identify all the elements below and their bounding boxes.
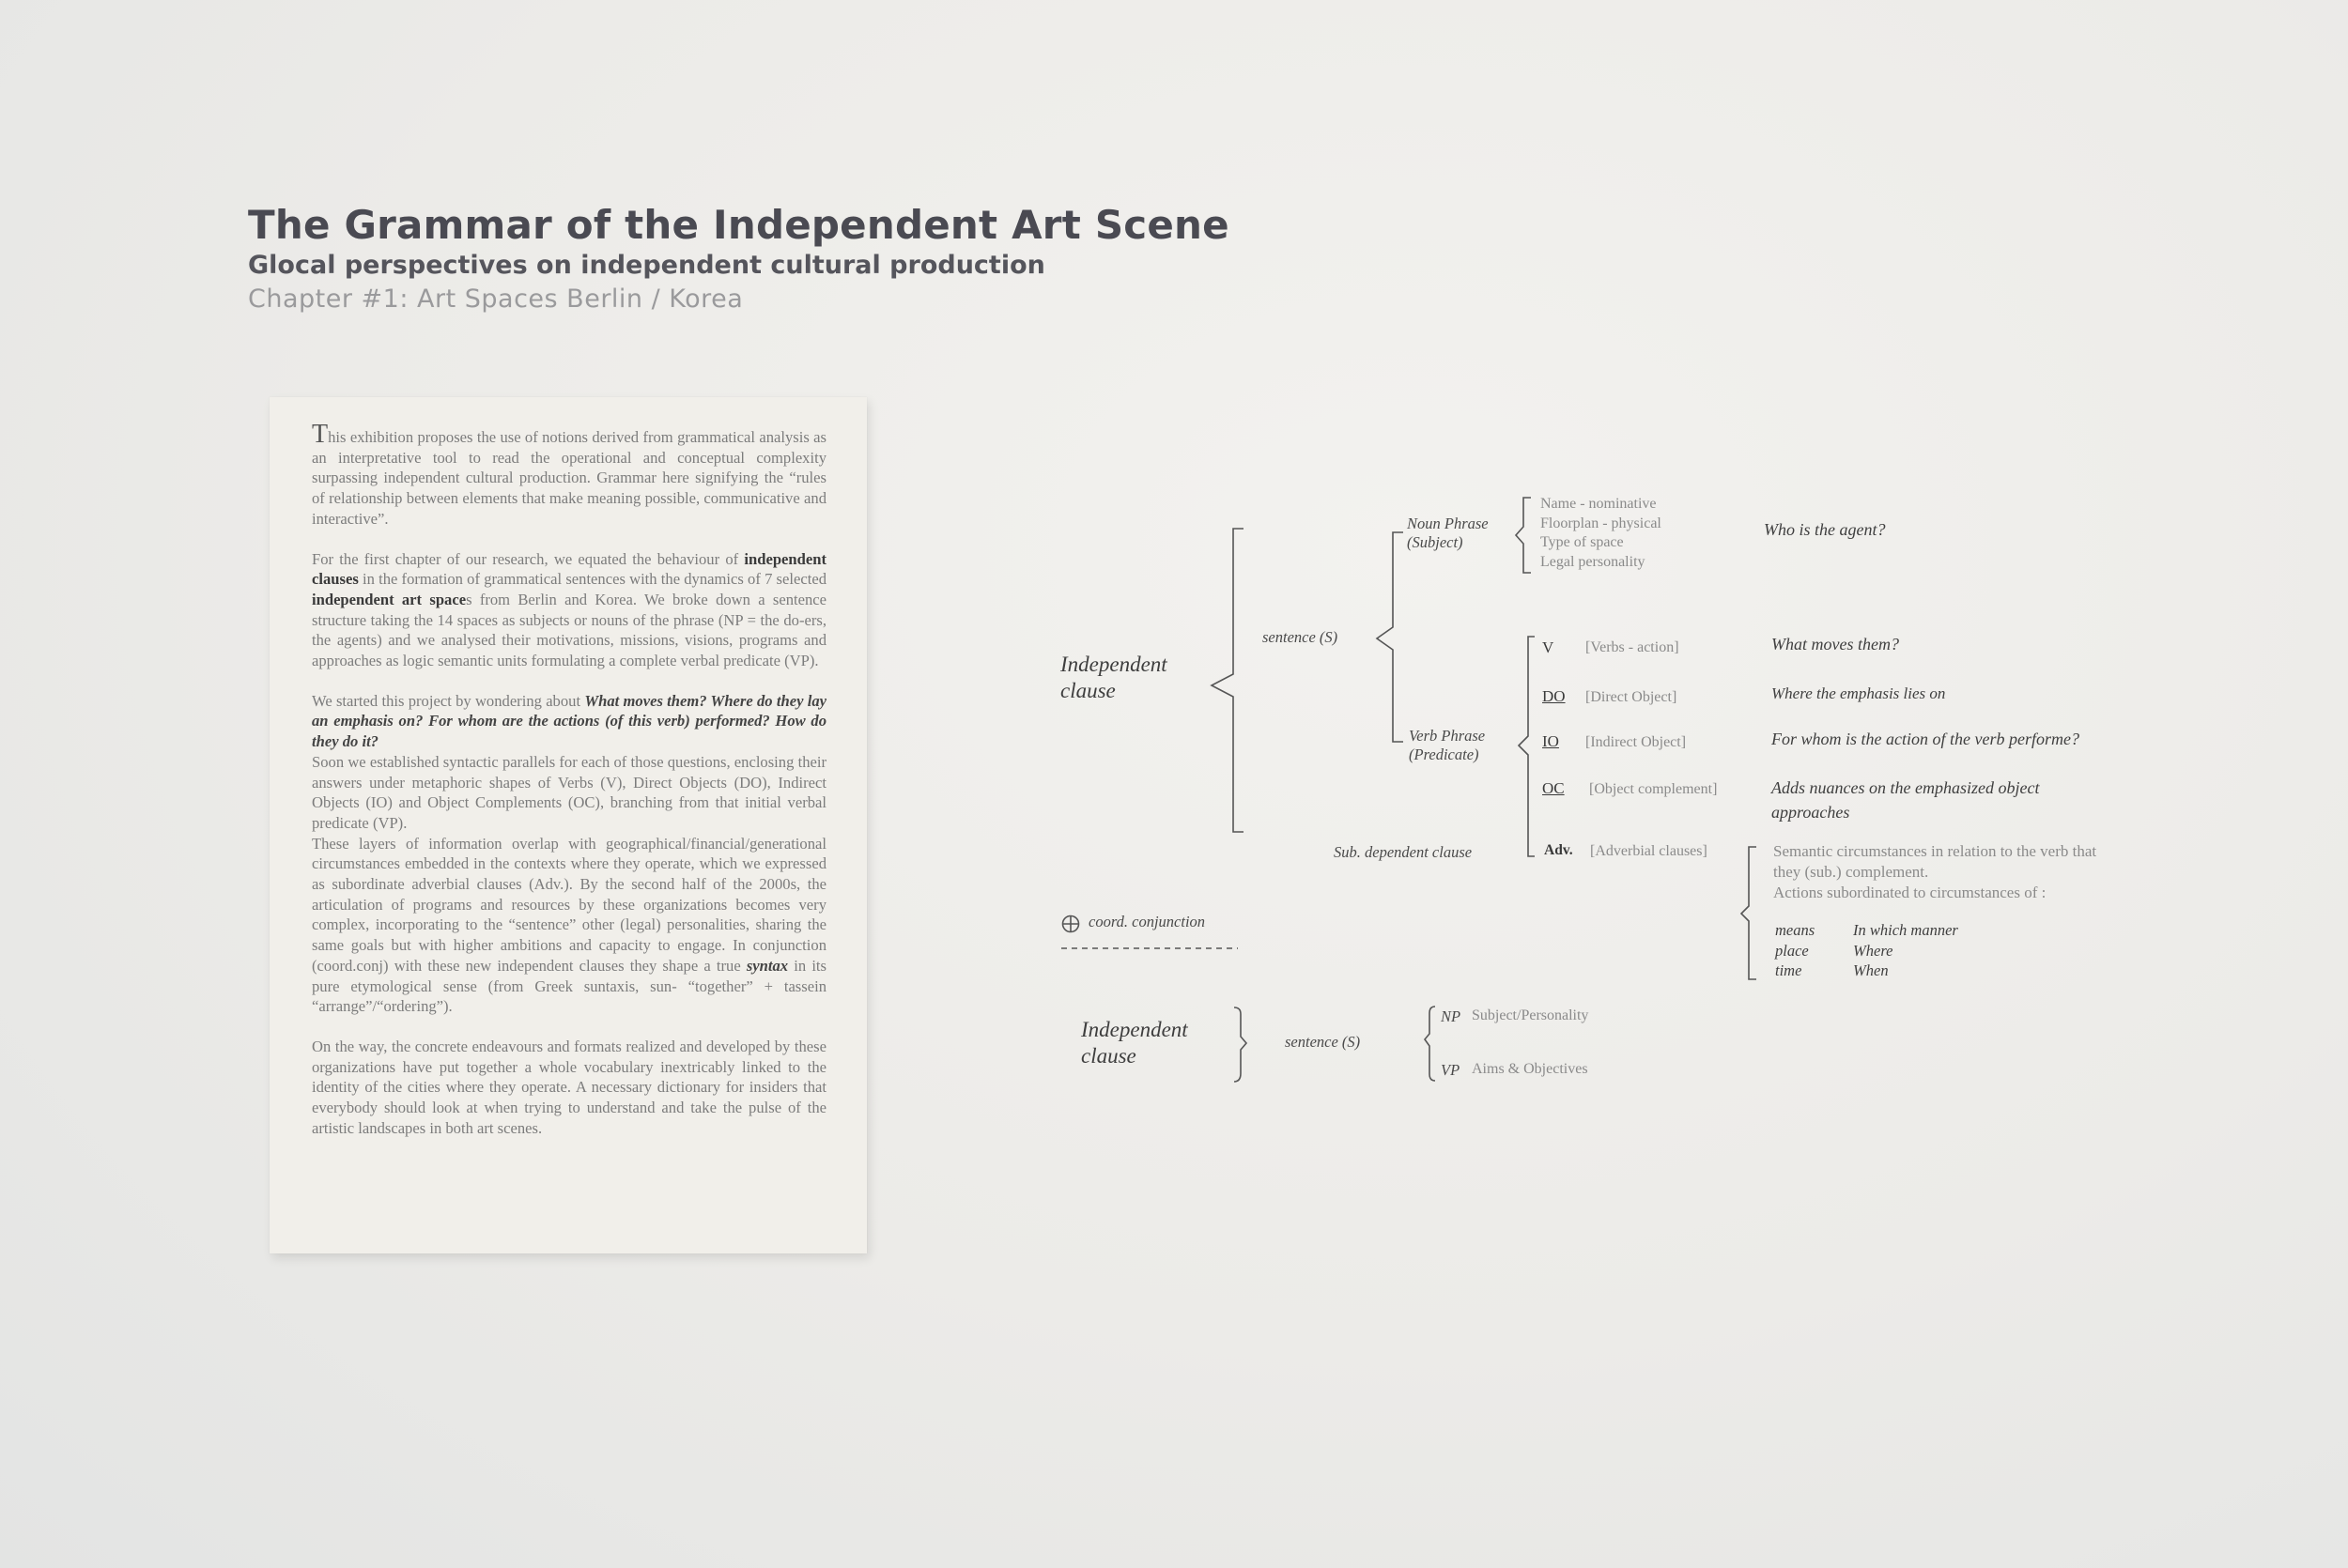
p2-text-a: For the first chapter of our research, we equated the behaviour of (312, 549, 745, 568)
np-item: Name - nominative (1540, 496, 1657, 512)
intro-paragraph-3b: Soon we established syntactic parallels for each of those questions, enclosing their answers under metaphoric shapes of Verbs (V), Direct Objects (DO), Indirect Objects (IO) and Object Complements (OC), branching from that initial verbal predicate (VP). (312, 752, 826, 832)
brace-noun-phrase (1516, 498, 1531, 573)
p2-bold-independent-art-space: independent art space (312, 590, 467, 608)
circumstance-row (1775, 961, 1958, 981)
vp-desc-io: [Indirect Object] (1585, 734, 1687, 750)
sentence-2-label: sentence (S) (1285, 1033, 1361, 1051)
circumstance-key: time (1775, 961, 1802, 979)
vp-abbr-oc: OC (1542, 779, 1565, 797)
exhibition-title: The Grammar of the Independent Art Scene (248, 202, 1229, 248)
vp-abbr-v: V (1542, 638, 1554, 656)
question-what-moves: What moves them? (1771, 635, 1899, 653)
intro-paragraph-4: On the way, the concrete endeavours and formats realized and developed by these organizations have put together a whole vocabulary inextricably linked to the identity of the cities where they operate. A necessary dictionary for insiders that everybody should look at when trying to understand and take the pulse of the artistic landscapes in both art scenes. (312, 1037, 826, 1137)
sub-dependent-clause-label: Sub. dependent clause (1334, 843, 1473, 861)
verb-phrase-line2: (Predicate) (1409, 746, 1479, 763)
semantic-note (1773, 841, 2096, 903)
brace-independent-clause-2 (1234, 1007, 1246, 1082)
exhibition-subtitle: Glocal perspectives on independent cultural production (248, 251, 1045, 280)
sentence-1-label: sentence (S) (1262, 628, 1338, 646)
circumstance-value: In which manner (1853, 921, 1958, 939)
brace-independent-clause-1 (1212, 529, 1244, 832)
question-for-whom: For whom is the action of the verb performe? (1771, 730, 2079, 748)
p3-questions: What moves them? Where do they lay an emphasis on? For whom are the actions (of this verb) performed? How do they do it? (312, 691, 826, 751)
p2-bold-independent-clauses: independent clauses (312, 549, 826, 589)
brace-verb-phrase (1519, 637, 1535, 856)
noun-phrase-items (1540, 495, 1661, 572)
circumstances-list (1775, 920, 1958, 981)
brace-sentence-1 (1377, 532, 1403, 742)
chapter-label: Chapter #1: Art Spaces Berlin / Korea (248, 284, 744, 314)
drop-cap: T (312, 420, 329, 449)
vp-desc-adv: [Adverbial clauses] (1590, 843, 1707, 859)
circumstance-key: place (1775, 941, 1809, 960)
np-item: Type of space (1540, 534, 1624, 550)
verb-phrase-line1: Verb Phrase (1409, 727, 1486, 745)
circumstance-value: Where (1853, 941, 1893, 960)
noun-phrase-line2: (Subject) (1407, 533, 1463, 551)
np2-desc: Subject/Personality (1472, 1007, 1589, 1023)
circumstance-row (1775, 941, 1958, 961)
vp-desc-v: [Verbs - action] (1585, 639, 1679, 655)
circumstance-row (1775, 920, 1958, 941)
brace-np-vp (1425, 1007, 1435, 1081)
np-item: Legal personality (1540, 553, 1645, 570)
semantic-line: Semantic circumstances in relation to the verb that (1773, 842, 2097, 860)
noun-phrase-line1: Noun Phrase (1407, 515, 1489, 532)
independent-clause-1-line2: clause (1060, 679, 1116, 702)
semantic-line: Actions subordinated to circumstances of : (1773, 884, 2047, 901)
independent-clause-1-line1: Independent (1060, 653, 1167, 676)
independent-clause-2-line2: clause (1081, 1044, 1136, 1068)
vp2-abbr: VP (1441, 1061, 1460, 1079)
semantic-line: they (sub.) complement. (1773, 863, 1929, 881)
vp-desc-do: [Direct Object] (1585, 689, 1677, 705)
brace-semantic (1741, 847, 1756, 979)
vp-abbr-do: DO (1542, 687, 1566, 705)
question-nuances (1771, 776, 2039, 824)
verb-phrase-label (1409, 727, 1485, 764)
np-item: Floorplan - physical (1540, 515, 1661, 531)
question-agent: Who is the agent? (1764, 520, 1886, 539)
p2-text-d: s from Berlin and Korea. We broke down a sentence structure taking the 14 spaces as subjects or nouns of the phrase (NP = the do-ers, the agents) and we analysed their motivations, missions, visions, programs and approaches as logic semantic units formulating a complete verbal predicate (VP). (312, 590, 826, 670)
independent-clause-1 (1060, 652, 1167, 704)
vp-abbr-io: IO (1542, 732, 1559, 750)
vp2-desc: Aims & Objectives (1472, 1061, 1588, 1077)
vp-desc-oc: [Object complement] (1589, 781, 1718, 797)
noun-phrase-label (1407, 515, 1489, 552)
coord-conjunction-label: coord. conjunction (1089, 913, 1206, 930)
independent-clause-2 (1081, 1017, 1188, 1069)
p2-text-c: in the formation of grammatical sentences with the dynamics of 7 selected (358, 570, 826, 589)
independent-clause-2-line1: Independent (1081, 1018, 1188, 1041)
question-nuances-line1: Adds nuances on the emphasized object (1771, 778, 2040, 797)
circumstance-key: means (1775, 921, 1815, 939)
question-emphasis: Where the emphasis lies on (1771, 684, 1946, 702)
np2-abbr: NP (1441, 1007, 1461, 1025)
vp-abbr-adv: Adv. (1544, 842, 1573, 858)
p3-text-a: We started this project by wondering about (312, 691, 585, 710)
circumstance-value: When (1853, 961, 1889, 979)
p3-syntax: syntax (746, 956, 789, 975)
question-nuances-line2: approaches (1771, 803, 1850, 822)
p3-text-c: These layers of information overlap with geographical/financial/generational circumstances embedded in the contexts where they operate, which we expressed as subordinate adverbial clauses (Adv.). By the second half of the 2000s, the articulation of programs and resources by these organizations becomes very complex, incorporating to the “sentence” other (legal) personalities, sharing the same goals but with higher ambitions and capacity to engage. In conjunction (coord.conj) with these new independent clauses they shape a true (312, 834, 826, 975)
paragraph-1-text: his exhibition proposes the use of notions derived from grammatical analysis as an interpretative tool to read the operational and conceptual complexity surpassing independent cultural production. Grammar here signifying the “rules of relationship between elements that make meaning possible, communicative and interactive”. (312, 428, 826, 528)
p3-text-d: in its pure etymological sense (from Greek suntaxis, sun- “together” + tassein “arrange”/“ordering”). (312, 956, 826, 1016)
